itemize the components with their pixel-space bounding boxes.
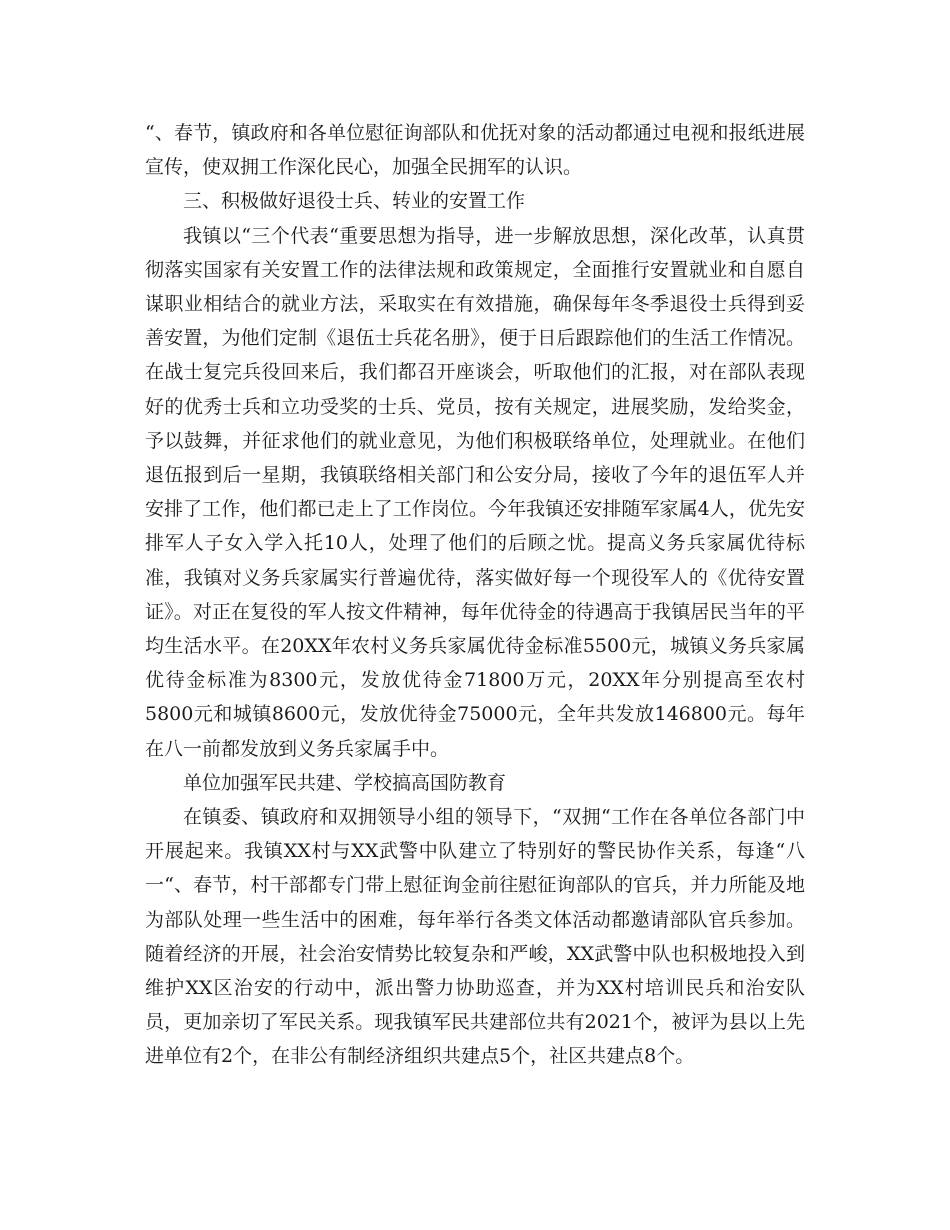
section-heading-resettlement: 三、积极做好退役士兵、转业的安置工作 [183, 190, 526, 213]
paragraph-resettlement: 我镇以“三个代表“重要思想为指导，进一步解放思想，深化改革，认真贯彻落实国家有关安置工作的法律法规和政策规定，全面推行安置就业和自愿自谋职业相结合的就业方法，采取实在有效措施，确保每年冬季退役士兵得到妥善安置，为他们定制《退伍士兵花名册》，便于日后跟踪他们的生活工作情况。在战士复完兵役回来后，我们都召开座谈会，听取他们的汇报，对在部队表现好的优秀士兵和立功受奖的士兵、党员，按有关规定，进展奖励，发给奖金，予以鼓舞，并征求他们的就业意见，为他们积极联络单位，处理就业。在他们退伍报到后一星期，我镇联络相关部门和公安分局，接收了今年的退伍军人并安排了工作，他们都已走上了工作岗位。今年我镇还安排随军家属4人，优先安排军人子女入学入托10人，处理了他们的后顾之忧。提高义务兵家属优待标准，我镇对义务兵家属实行普遍优待，落实做好每一个现役军人的《优待安置证》。对正在复役的军人按文件精神，每年优待金的待遇高于我镇居民当年的平均生活水平。在20XX年农村义务兵家属优待金标准5500元，城镇义务兵家属优待金标准为8300元，发放优待金71800万元，20XX年分别提高至农村5800元和城镇8600元，发放优待金75000元，全年共发放146800元。每年在八一前都发放到义务兵家属手中。 [145, 224, 805, 760]
document-body [145, 116, 805, 1074]
section-heading-joint-building: 单位加强军民共建、学校搞高国防教育 [183, 771, 507, 794]
paragraph-joint-building: 在镇委、镇政府和双拥领导小组的领导下，“双拥“工作在各单位各部门中开展起来。我镇XX村与XX武警中队建立了特别好的警民协作关系，每逢“八一“、春节，村干部都专门带上慰征询金前往慰征询部队的官兵，并力所能及地为部队处理一些生活中的困难，每年举行各类文体活动都邀请部队官兵参加。随着经济的开展，社会治安情势比较复杂和严峻，XX武警中队也积极地投入到维护XX区治安的行动中，派出警力协助巡查，并为XX村培训民兵和治安队员，更加亲切了军民关系。现我镇军民共建部位共有2021个，被评为县以上先进单位有2个，在非公有制经济组织共建点5个，社区共建点8个。 [145, 806, 805, 1068]
paragraph-continuation: “、春节，镇政府和各单位慰征询部队和优抚对象的活动都通过电视和报纸进展宣传，使双拥工作深化民心，加强全民拥军的认识。 [145, 122, 805, 179]
